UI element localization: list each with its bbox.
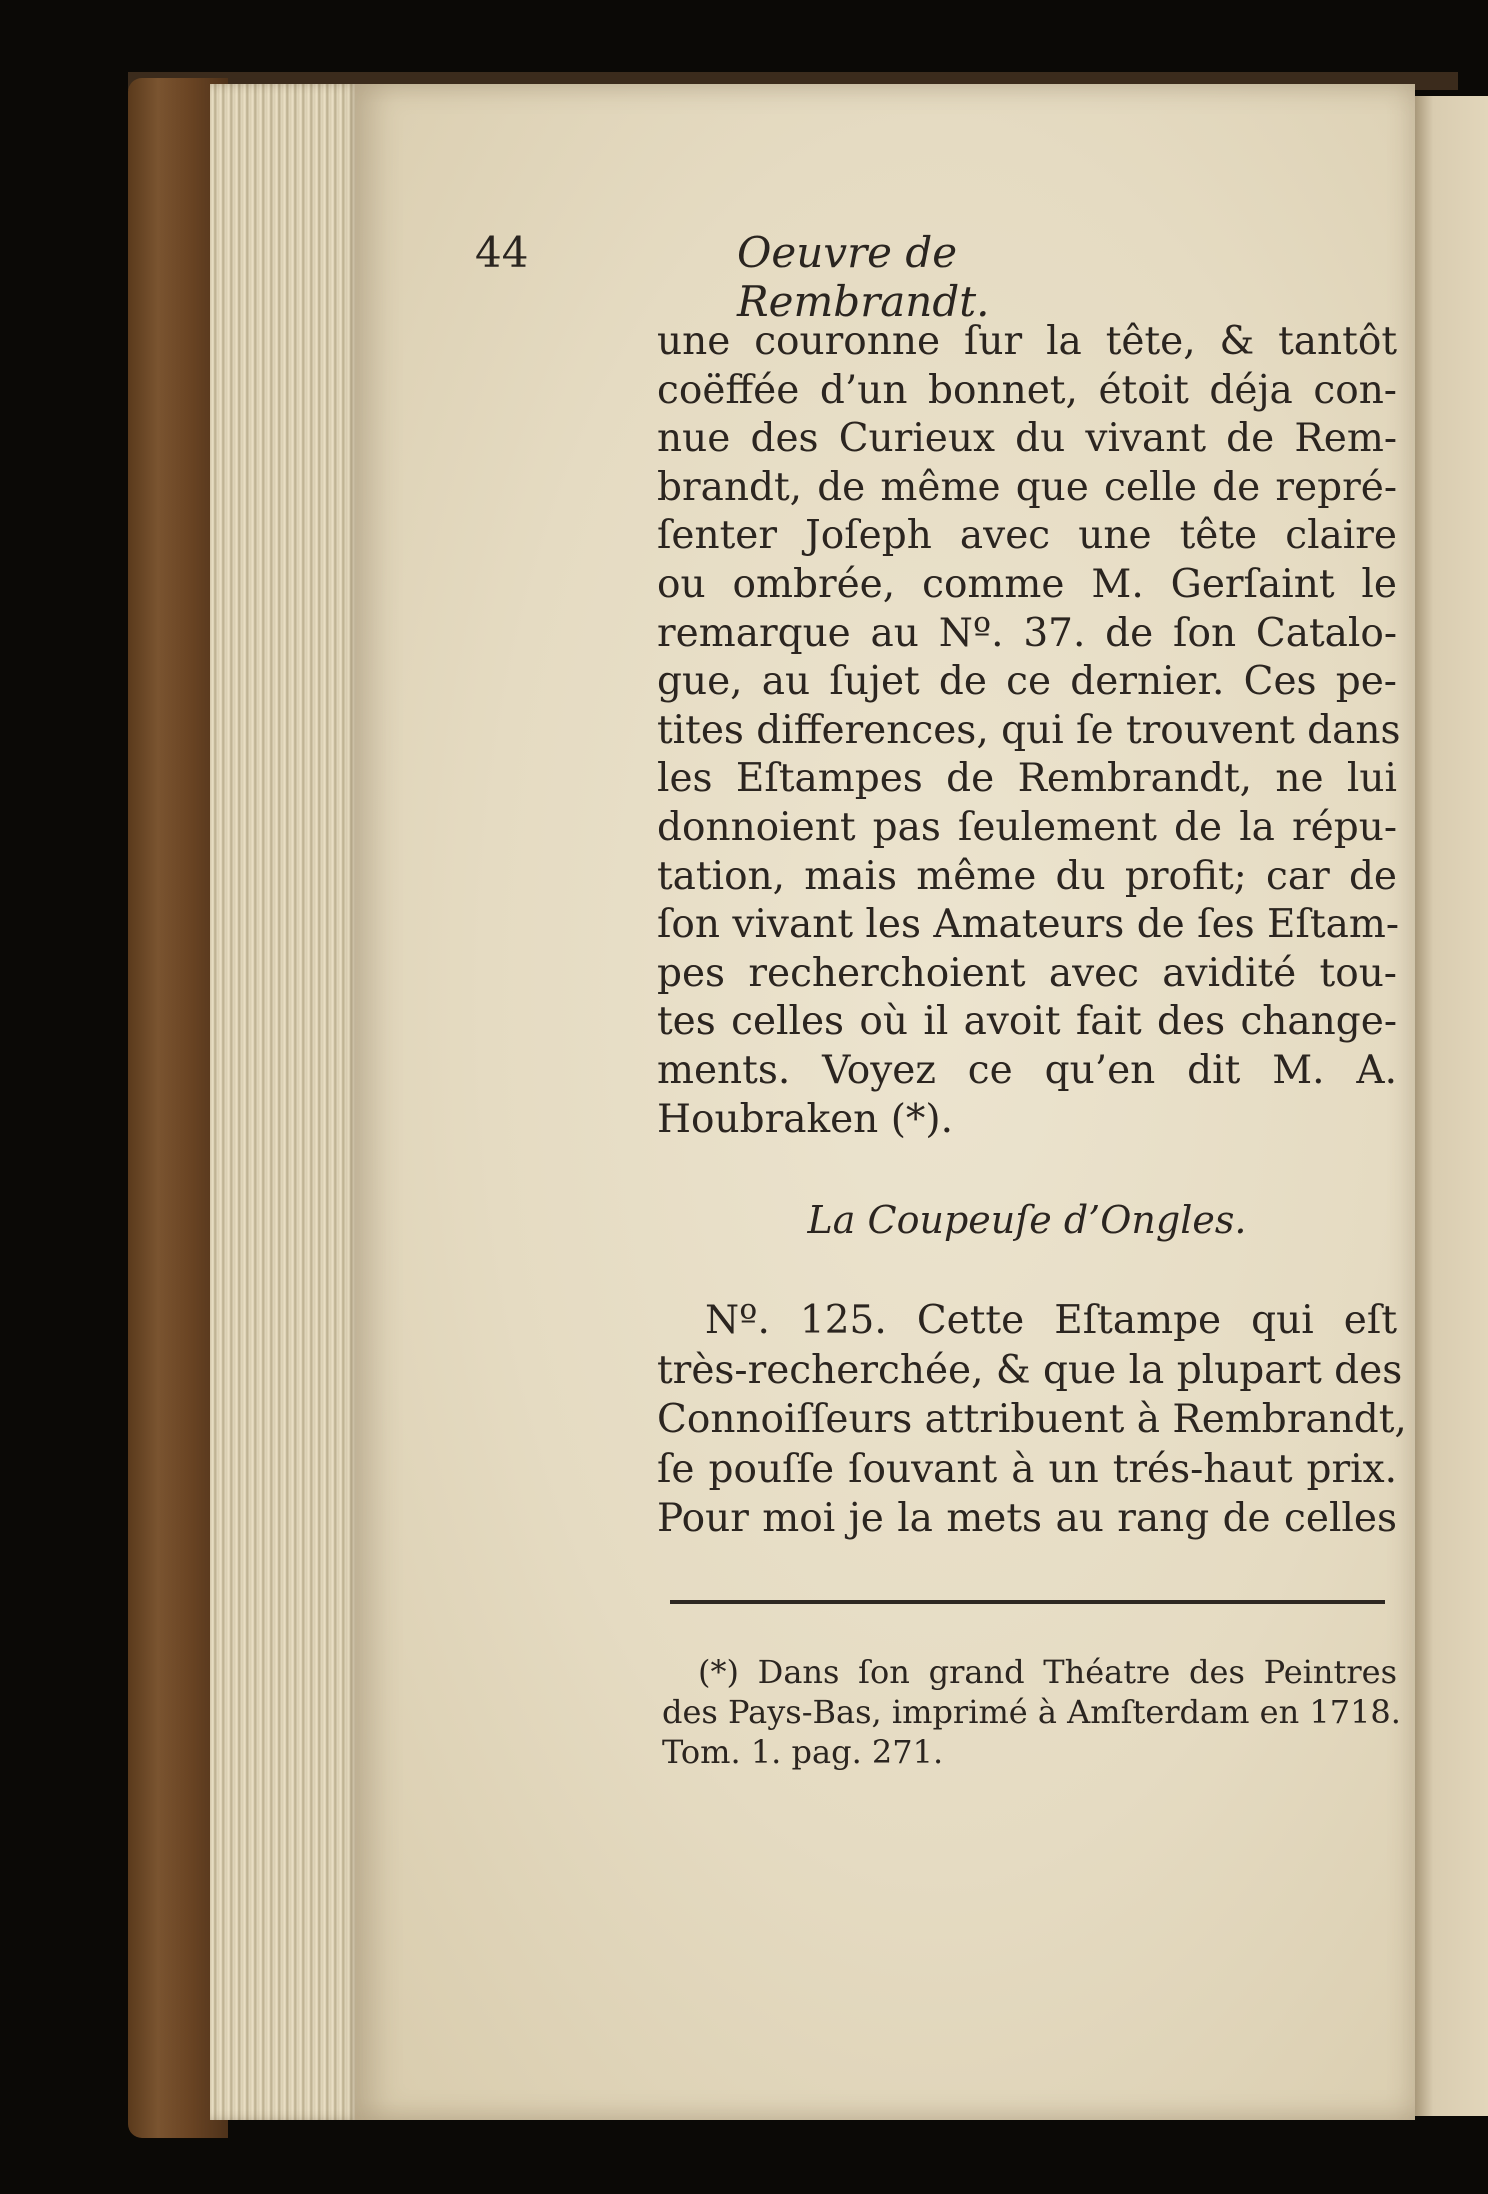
text-line: une couronne ſur la tête, & tantôt [657, 319, 1397, 364]
text-line: coëffée d’un bonnet, étoit déja con- [657, 367, 1397, 413]
text-line: ments. Voyez ce qu’en dit M. A. [657, 1047, 1397, 1093]
page-number: 44 [475, 228, 529, 277]
text-line: Pour moi je la mets au rang de celles [657, 1496, 1397, 1541]
footnote [662, 1652, 1401, 1772]
text-line: donnoient pas ſeulement de la répu- [657, 804, 1397, 850]
text-line: remarque au Nº. 37. de ſon Catalo- [657, 610, 1397, 656]
body-paragraph [657, 318, 1401, 1144]
footnote-line: Tom. 1. pag. 271. [662, 1733, 944, 1771]
catalogue-entry [657, 1296, 1407, 1544]
text-line: gue, au ſujet de ce dernier. Ces pe- [657, 659, 1397, 705]
text-line: Houbraken (*). [657, 1096, 954, 1142]
text-line: tes celles où il avoit fait des change- [657, 999, 1397, 1045]
text-line: Nº. 125. Cette Eſtampe qui eſt [705, 1298, 1397, 1343]
text-line: ſe pouſſe ſouvant à un trés-haut prix. [657, 1446, 1397, 1492]
section-heading: La Coupeuſe d’Ongles. [807, 1198, 1247, 1242]
text-line: les Eſtampes de Rembrandt, ne lui [657, 756, 1397, 802]
text-line: ou ombrée, comme M. Gerſaint le [657, 561, 1397, 607]
text-line: Connoiſſeurs attribuent à Rembrandt, [657, 1397, 1407, 1442]
text-line: tation, mais même du profit; car de [657, 853, 1397, 899]
text-line: tites differences, qui ſe trouvent dans [657, 707, 1401, 753]
footnote-rule [670, 1600, 1385, 1604]
text-line: brandt, de même que celle de repré- [657, 464, 1397, 510]
text-line: ſon vivant les Amateurs de ſes Eſtam- [657, 902, 1400, 948]
page-edges [210, 84, 360, 2120]
running-title: Oeuvre de Rembrandt. [737, 228, 990, 326]
footnote-line: (*) Dans ſon grand Théatre des Peintres [698, 1653, 1397, 1691]
facing-page-edge [1415, 96, 1488, 2116]
text-line: pes recherchoient avec avidité tou- [657, 950, 1397, 996]
text-line: ſenter Joſeph avec une tête claire [657, 513, 1397, 559]
text-line: très-recherchée, & que la plupart des [657, 1347, 1403, 1393]
footnote-line: des Pays-Bas, imprimé à Amſterdam en 1718. [662, 1693, 1401, 1731]
text-line: nue des Curieux du vivant de Rem- [657, 416, 1397, 462]
page-header [475, 228, 1215, 326]
